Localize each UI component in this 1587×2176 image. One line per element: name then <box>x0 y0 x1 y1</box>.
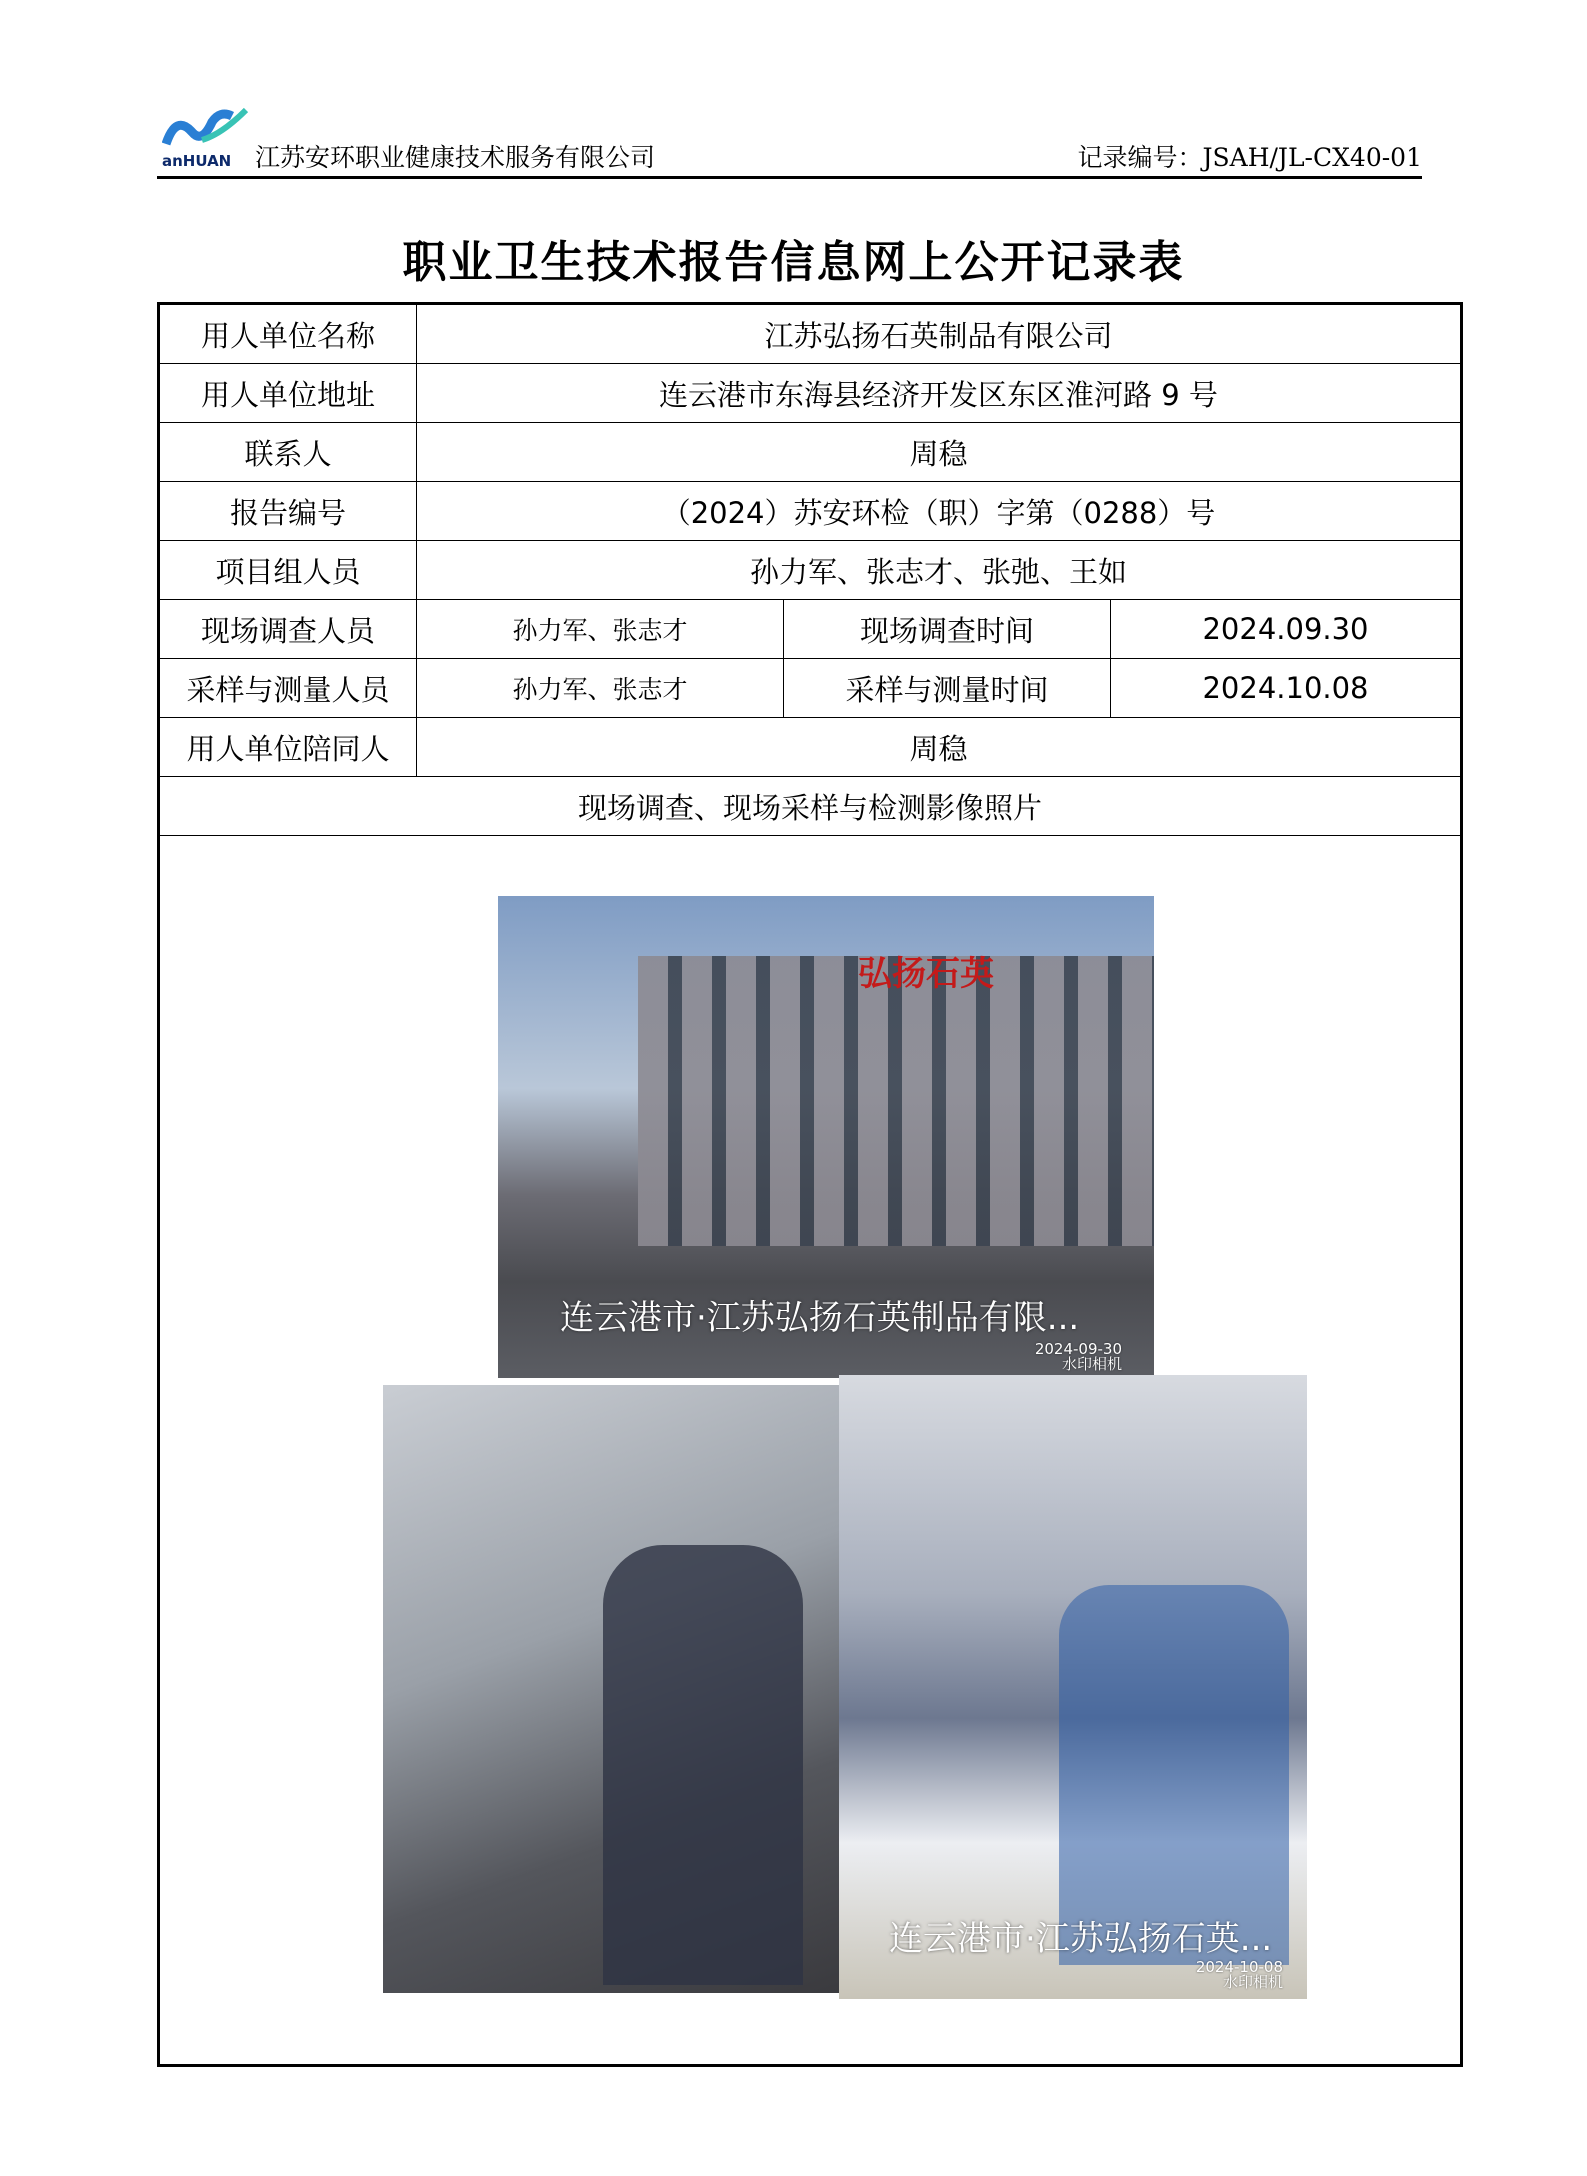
photo-watermark: 连云港市·江苏弘扬石英制品有限... <box>560 1298 1080 1338</box>
sampling-staff-label: 采样与测量人员 <box>159 659 417 718</box>
photo-sampling-machine <box>383 1385 841 1993</box>
sampling-staff: 孙力军、张志才 <box>417 659 784 718</box>
photo-watermark-date <box>1196 1960 1283 1990</box>
team: 孙力军、张志才、张弛、王如 <box>417 541 1462 600</box>
photo-app: 水印相机 <box>1222 1973 1283 1991</box>
employer-address-label: 用人单位地址 <box>159 364 417 423</box>
escort-label: 用人单位陪同人 <box>159 718 417 777</box>
report-no: （2024）苏安环检（职）字第（0288）号 <box>417 482 1462 541</box>
worker-figure <box>603 1545 803 1985</box>
record-number: 记录编号：JSAH/JL-CX40-01 <box>1077 143 1422 172</box>
table-row <box>159 482 1462 541</box>
survey-time: 2024.09.30 <box>1111 600 1462 659</box>
building-image <box>638 956 1154 1246</box>
worker-figure <box>1059 1585 1289 1965</box>
photo-watermark: 连云港市·江苏弘扬石英... <box>889 1919 1273 1959</box>
sampling-time: 2024.10.08 <box>1111 659 1462 718</box>
team-label: 项目组人员 <box>159 541 417 600</box>
survey-staff-label: 现场调查人员 <box>159 600 417 659</box>
survey-time-label: 现场调查时间 <box>784 600 1111 659</box>
photos-label: 现场调查、现场采样与检测影像照片 <box>159 777 1462 836</box>
table-row <box>159 600 1462 659</box>
survey-staff: 孙力军、张志才 <box>417 600 784 659</box>
sampling-time-label: 采样与测量时间 <box>784 659 1111 718</box>
contact-label: 联系人 <box>159 423 417 482</box>
table-row <box>159 777 1462 836</box>
employer-name-label: 用人单位名称 <box>159 304 417 364</box>
employer-address: 连云港市东海县经济开发区东区淮河路 9 号 <box>417 364 1462 423</box>
table-row <box>159 304 1462 364</box>
header-divider <box>157 176 1422 179</box>
table-row <box>159 718 1462 777</box>
company-logo <box>162 104 254 170</box>
table-row <box>159 659 1462 718</box>
report-no-label: 报告编号 <box>159 482 417 541</box>
company-name: 江苏安环职业健康技术服务有限公司 <box>255 143 656 172</box>
page-title: 职业卫生技术报告信息网上公开记录表 <box>402 237 1185 288</box>
photo-app: 水印相机 <box>1061 1355 1122 1373</box>
table-row <box>159 364 1462 423</box>
escort: 周稳 <box>417 718 1462 777</box>
photo-date: 2024-09-30 <box>1034 1340 1122 1358</box>
svg-text:anHUAN: anHUAN <box>162 152 232 170</box>
photo-building <box>498 896 1154 1378</box>
photo-date: 2024-10-08 <box>1195 1958 1283 1976</box>
employer-name: 江苏弘扬石英制品有限公司 <box>417 304 1462 364</box>
building-sign: 弘扬石英 <box>858 954 994 994</box>
photo-watermark-date <box>1035 1342 1122 1372</box>
table-row <box>159 541 1462 600</box>
table-row <box>159 423 1462 482</box>
photo-sampling-workshop <box>839 1375 1307 1999</box>
contact: 周稳 <box>417 423 1462 482</box>
